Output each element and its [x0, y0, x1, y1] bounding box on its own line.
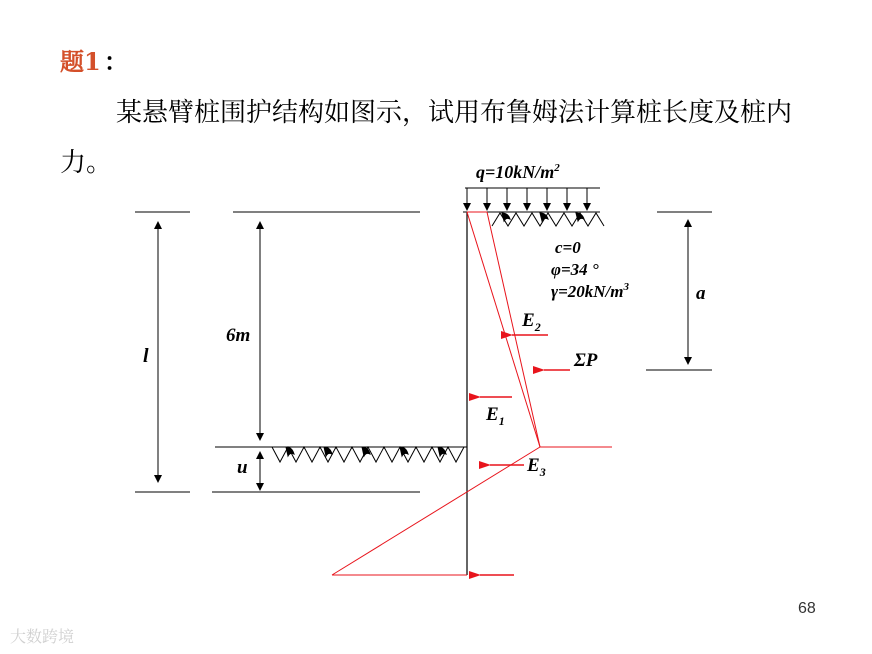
surcharge-load: [465, 188, 600, 210]
problem-label: 题1: [60, 47, 101, 76]
soil-hatch-top: [492, 213, 604, 226]
force-arrows: [480, 335, 570, 575]
force-E1-label: $E_1$: [486, 404, 505, 428]
dim-l-label: l: [143, 345, 149, 367]
force-sumP-label: ΣP: [574, 350, 598, 371]
load-label: $q=10kN/m^2$: [476, 162, 560, 182]
dim-6m-label: 6m: [226, 325, 251, 346]
force-E3-label: $E_3$: [527, 455, 546, 479]
soil-hatch-bottom: [272, 447, 464, 462]
ground-lines: [135, 212, 712, 492]
problem-statement: 某悬臂桩围护结构如图示，试用布鲁姆法计算桩长度及桩内力。: [60, 98, 793, 178]
dimension-lines: [158, 220, 688, 490]
problem-label-colon: ：: [104, 47, 128, 76]
dim-a-label: a: [696, 283, 706, 304]
soil-gamma-label: $\gamma=20kN/m^3$: [551, 281, 629, 301]
dim-u-label: u: [237, 457, 248, 478]
soil-c-label: c=0: [555, 238, 581, 257]
force-E2-label: $E_2$: [522, 310, 541, 334]
page-number: 68: [798, 600, 816, 617]
soil-phi-label: φ=34 °: [551, 260, 599, 279]
watermark: 大数跨境: [10, 627, 75, 646]
